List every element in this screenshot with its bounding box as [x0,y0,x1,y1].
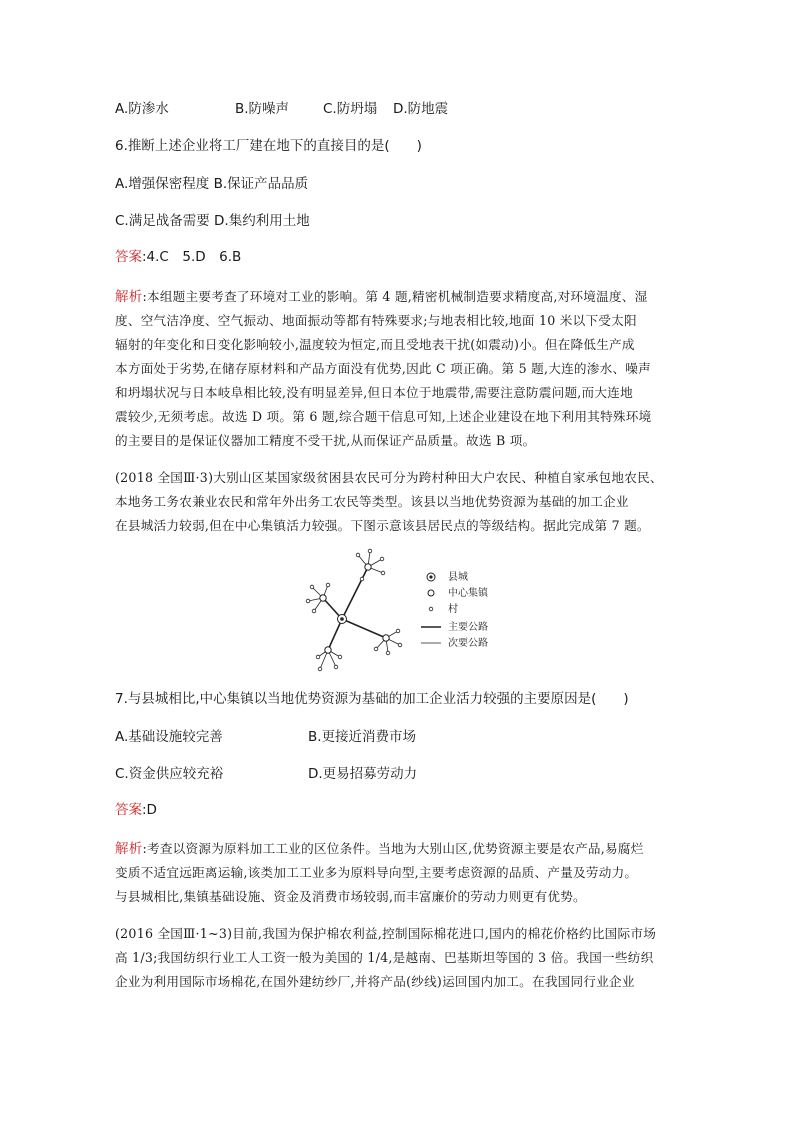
analysis-1-line-1 [115,288,648,306]
answer-label: 答案 [115,802,142,818]
analysis-1-line-6: 震较少,无须考虑。故选 D 项。第 6 题,综合题干信息可知,上述企业建设在地下利用其特殊环境 [115,409,652,424]
analysis-label: 解析 [115,841,143,857]
answer-label: 答案 [115,249,142,265]
analysis-label: 解析 [115,289,143,305]
legend-main-road: 主要公路 [448,622,488,633]
q6-options-row1: A.增强保密程度 B.保证产品品质 [115,176,309,192]
q7-option-c: C.资金供应较充裕 [115,766,224,782]
analysis-1-line-4: 本方面处于劣势,在储存原材料和产品方面没有优势,因此 C 项正确。第 5 题,大连的渗水、噪声 [115,361,651,376]
q5-option-a: A.防渗水 [115,101,169,117]
settlement-hierarchy-diagram [290,545,510,675]
answer-1 [115,248,241,266]
q7-stem: 7.与县城相比,中心集镇以当地优势资源为基础的加工企业活力较强的主要原因是( ) [115,691,629,707]
village-markers [306,549,402,671]
answer-text: :D [142,802,157,818]
legend-secondary-road: 次要公路 [448,638,488,649]
q5-option-d: D.防地震 [393,101,449,117]
central-town-markers [320,564,389,653]
analysis-1-line-5: 和坍塌状况与日本岐阜相比较,没有明显差异,但日本位于地震带,需要注意防震问题,而大连地 [115,385,633,400]
county-town-marker [338,615,347,624]
passage-2-line-3: 在县城活力较弱,但在中心集镇活力较强。下图示意该县居民点的等级结构。据此完成第 7 题。 [115,518,650,533]
q7-options-row2 [115,765,417,783]
analysis-2-line-2: 变质不适宜远距离运输,该类加工工业多为原料导向型,主要考虑资源的品质、产量及劳动力。 [115,865,638,880]
analysis-2-line-3: 与县城相比,集镇基础设施、资金及消费市场较弱,而丰富廉价的劳动力则更有优势。 [115,889,586,904]
analysis-text: :本组题主要考查了环境对工业的影响。第 4 题,精密机械制造要求精度高,对环境温度、湿 [142,289,648,304]
q5-option-c: C.防坍塌 [323,101,378,117]
passage-2-line-2: 本地务工务农兼业农民和常年外出务工农民等类型。该县以当地优势资源为基础的加工企业 [115,494,629,509]
q6-stem: 6.推断上述企业将工厂建在地下的直接目的是( ) [115,138,422,154]
passage-3-line-2: 高 1/3;我国纺织行业工人工资一般为美国的 1/4,是越南、巴基斯坦等国的 3 倍。我国一些纺织 [115,950,654,965]
q7-option-d: D.更易招募劳动力 [308,766,418,782]
q7-option-a: A.基础设施较完善 [115,729,223,745]
answer-text: :4.C 5.D 6.B [142,249,242,265]
legend-central-town: 中心集镇 [448,588,488,599]
legend-village: 村 [448,604,458,615]
q5-options [115,100,448,118]
q7-options-row1 [115,728,416,746]
analysis-2-line-1 [115,840,644,858]
legend-county-town: 县城 [448,572,468,583]
diagram-legend [421,570,489,649]
main-road-sw [328,619,342,650]
analysis-1-line-2: 度、空气洁净度、空气振动、地面振动等都有特殊要求;与地表相比较,地面 10 米以下受太阳 [115,313,637,328]
analysis-text: :考查以资源为原料加工工业的区位条件。当地为大别山区,优势资源主要是农产品,易腐烂 [142,841,644,856]
answer-2 [115,801,157,819]
passage-3-line-1: (2016 全国Ⅲ·1~3)目前,我国为保护棉农利益,控制国际棉花进口,国内的棉花价格约比国际市场 [115,926,657,941]
passage-3-line-3: 企业为利用国际市场棉花,在国外建纺纱厂,并将产品(纱线)运回国内加工。在我国同行业企业 [115,974,635,989]
passage-2-line-1: (2018 全国Ⅲ·3)大别山区某国家级贫困县农民可分为跨村种田大户农民、种植自家承包地农民、 [115,470,663,485]
main-road-se [342,619,386,638]
q6-options-row2: C.满足战备需要 D.集约利用土地 [115,213,310,229]
analysis-1-line-7: 的主要目的是保证仪器加工精度不受干扰,从而保证产品质量。故选 B 项。 [115,433,536,448]
q7-option-b: B.更接近消费市场 [308,729,417,745]
analysis-1-line-3: 辐射的年变化和日变化影响较小,温度较为恒定,而且受地表干扰(如震动)小。但在降低生产成 [115,337,635,352]
q5-option-b: B.防噪声 [235,101,290,117]
